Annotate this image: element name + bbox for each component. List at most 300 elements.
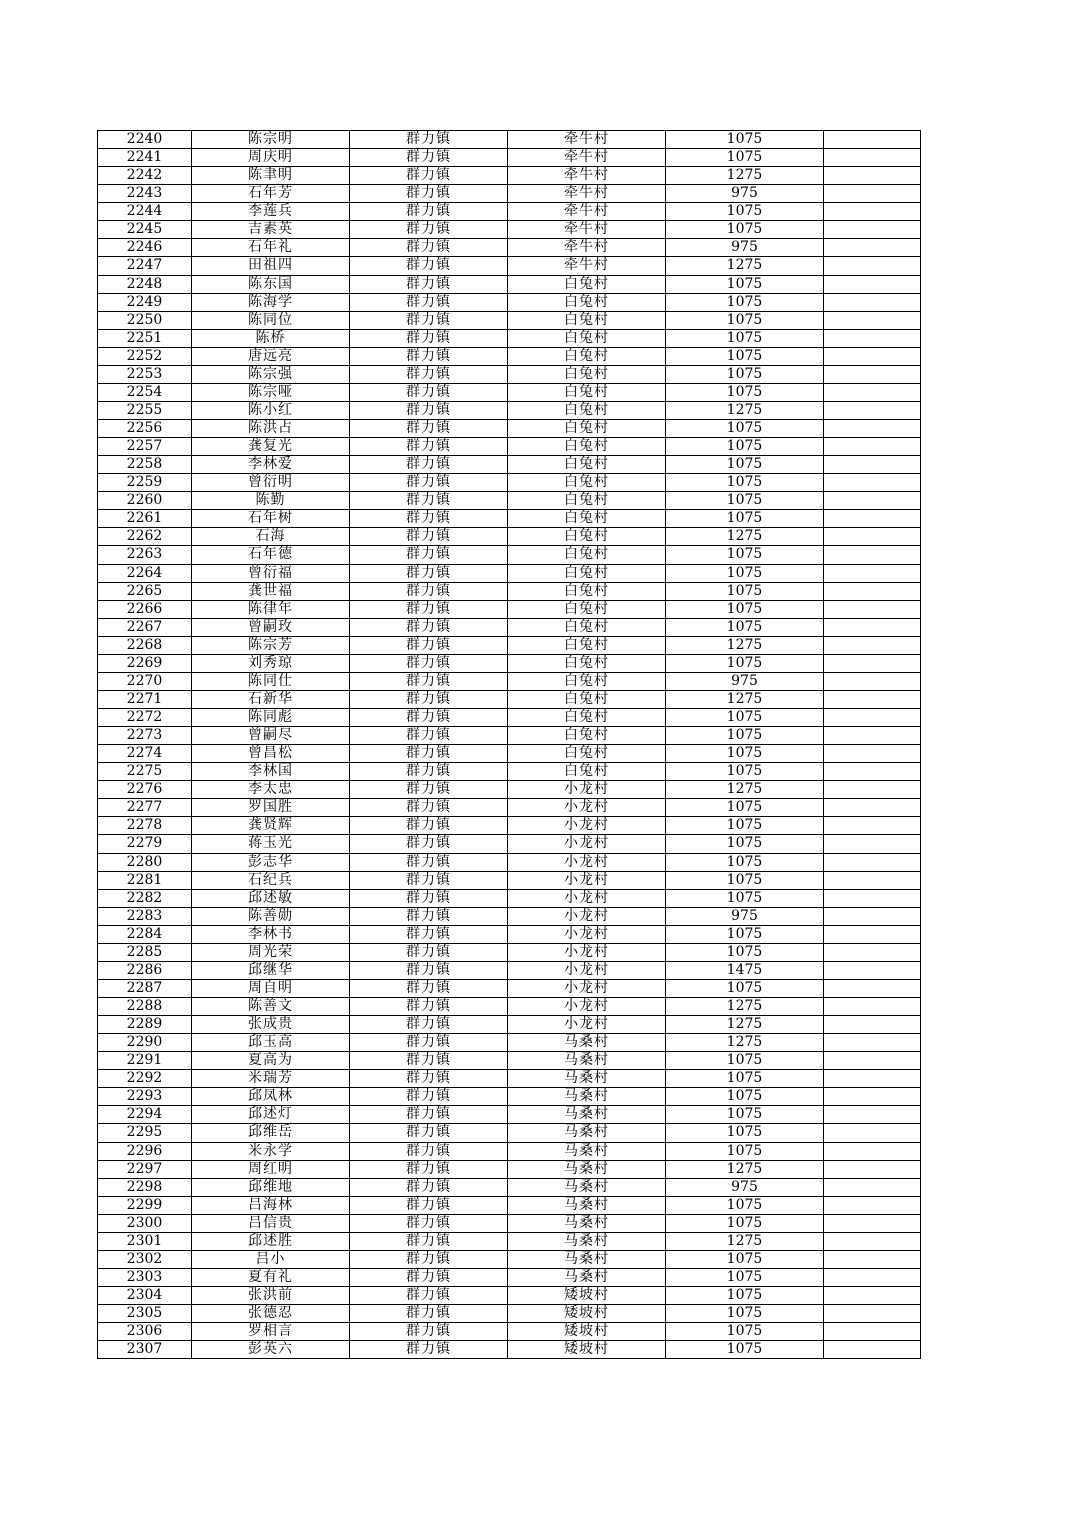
name-cell: 陈聿明 (192, 167, 350, 185)
town-cell: 群力镇 (350, 438, 508, 456)
row-number-cell: 2268 (98, 636, 192, 654)
village-cell: 白兔村 (508, 763, 666, 781)
name-cell: 陈宗芳 (192, 636, 350, 654)
row-number-cell: 2280 (98, 853, 192, 871)
note-cell (824, 871, 921, 889)
village-cell: 小龙村 (508, 889, 666, 907)
amount-cell: 1275 (666, 1034, 824, 1052)
table-row (98, 1070, 921, 1088)
name-cell: 李林国 (192, 763, 350, 781)
row-number-cell: 2243 (98, 185, 192, 203)
amount-cell: 975 (666, 185, 824, 203)
row-number-cell: 2282 (98, 889, 192, 907)
note-cell (824, 600, 921, 618)
village-cell: 矮坡村 (508, 1305, 666, 1323)
row-number-cell: 2245 (98, 221, 192, 239)
town-cell: 群力镇 (350, 474, 508, 492)
town-cell: 群力镇 (350, 817, 508, 835)
note-cell (824, 221, 921, 239)
note-cell (824, 365, 921, 383)
table-row (98, 365, 921, 383)
table-row (98, 564, 921, 582)
amount-cell: 1075 (666, 1088, 824, 1106)
table-row (98, 347, 921, 365)
town-cell: 群力镇 (350, 745, 508, 763)
table-row (98, 203, 921, 221)
note-cell (824, 943, 921, 961)
row-number-cell: 2251 (98, 329, 192, 347)
amount-cell: 1075 (666, 925, 824, 943)
amount-cell: 1075 (666, 221, 824, 239)
amount-cell: 975 (666, 672, 824, 690)
town-cell: 群力镇 (350, 600, 508, 618)
village-cell: 牵牛村 (508, 239, 666, 257)
name-cell: 李林书 (192, 925, 350, 943)
town-cell: 群力镇 (350, 654, 508, 672)
note-cell (824, 438, 921, 456)
note-cell (824, 907, 921, 925)
name-cell: 龚贤辉 (192, 817, 350, 835)
amount-cell: 1075 (666, 943, 824, 961)
table-row (98, 889, 921, 907)
village-cell: 白兔村 (508, 654, 666, 672)
table-row (98, 907, 921, 925)
note-cell (824, 1016, 921, 1034)
table-row (98, 456, 921, 474)
amount-cell: 1075 (666, 654, 824, 672)
village-cell: 白兔村 (508, 690, 666, 708)
village-cell: 白兔村 (508, 636, 666, 654)
village-cell: 白兔村 (508, 727, 666, 745)
row-number-cell: 2284 (98, 925, 192, 943)
village-cell: 小龙村 (508, 835, 666, 853)
name-cell: 吉素英 (192, 221, 350, 239)
village-cell: 小龙村 (508, 979, 666, 997)
name-cell: 周庆明 (192, 149, 350, 167)
table-row (98, 1088, 921, 1106)
name-cell: 吕信贵 (192, 1214, 350, 1232)
amount-cell: 1075 (666, 275, 824, 293)
name-cell: 龚世福 (192, 582, 350, 600)
note-cell (824, 149, 921, 167)
town-cell: 群力镇 (350, 1268, 508, 1286)
note-cell (824, 582, 921, 600)
row-number-cell: 2288 (98, 998, 192, 1016)
town-cell: 群力镇 (350, 672, 508, 690)
name-cell: 龚复光 (192, 438, 350, 456)
table-row (98, 311, 921, 329)
town-cell: 群力镇 (350, 925, 508, 943)
amount-cell: 1075 (666, 474, 824, 492)
town-cell: 群力镇 (350, 998, 508, 1016)
table-row (98, 835, 921, 853)
table-row (98, 745, 921, 763)
note-cell (824, 185, 921, 203)
town-cell: 群力镇 (350, 420, 508, 438)
name-cell: 罗相言 (192, 1323, 350, 1341)
name-cell: 陈桥 (192, 329, 350, 347)
town-cell: 群力镇 (350, 636, 508, 654)
amount-cell: 1075 (666, 203, 824, 221)
row-number-cell: 2300 (98, 1214, 192, 1232)
amount-cell: 1075 (666, 1070, 824, 1088)
name-cell: 彭志华 (192, 853, 350, 871)
table-row (98, 1287, 921, 1305)
row-number-cell: 2277 (98, 799, 192, 817)
town-cell: 群力镇 (350, 582, 508, 600)
village-cell: 小龙村 (508, 1016, 666, 1034)
village-cell: 矮坡村 (508, 1323, 666, 1341)
table-row (98, 1016, 921, 1034)
town-cell: 群力镇 (350, 185, 508, 203)
table-row (98, 727, 921, 745)
amount-cell: 1075 (666, 1250, 824, 1268)
town-cell: 群力镇 (350, 1214, 508, 1232)
note-cell (824, 239, 921, 257)
note-cell (824, 1196, 921, 1214)
name-cell: 陈东国 (192, 275, 350, 293)
table-row (98, 149, 921, 167)
row-number-cell: 2304 (98, 1287, 192, 1305)
name-cell: 石海 (192, 528, 350, 546)
name-cell: 米瑞芳 (192, 1070, 350, 1088)
table-row (98, 131, 921, 149)
table-row (98, 1106, 921, 1124)
village-cell: 白兔村 (508, 311, 666, 329)
amount-cell: 1075 (666, 853, 824, 871)
village-cell: 白兔村 (508, 618, 666, 636)
town-cell: 群力镇 (350, 329, 508, 347)
village-cell: 马桑村 (508, 1124, 666, 1142)
town-cell: 群力镇 (350, 347, 508, 365)
town-cell: 群力镇 (350, 1034, 508, 1052)
name-cell: 李莲兵 (192, 203, 350, 221)
amount-cell: 1075 (666, 871, 824, 889)
name-cell: 陈同仕 (192, 672, 350, 690)
note-cell (824, 1232, 921, 1250)
note-cell (824, 401, 921, 419)
note-cell (824, 781, 921, 799)
row-number-cell: 2305 (98, 1305, 192, 1323)
note-cell (824, 1250, 921, 1268)
town-cell: 群力镇 (350, 618, 508, 636)
amount-cell: 1275 (666, 690, 824, 708)
village-cell: 白兔村 (508, 582, 666, 600)
note-cell (824, 131, 921, 149)
village-cell: 白兔村 (508, 365, 666, 383)
village-cell: 小龙村 (508, 907, 666, 925)
row-number-cell: 2292 (98, 1070, 192, 1088)
village-cell: 牵牛村 (508, 185, 666, 203)
name-cell: 石年芳 (192, 185, 350, 203)
note-cell (824, 763, 921, 781)
name-cell: 陈小红 (192, 401, 350, 419)
row-number-cell: 2257 (98, 438, 192, 456)
table-row (98, 961, 921, 979)
row-number-cell: 2289 (98, 1016, 192, 1034)
table-row (98, 925, 921, 943)
village-cell: 矮坡村 (508, 1287, 666, 1305)
name-cell: 彭英六 (192, 1341, 350, 1359)
town-cell: 群力镇 (350, 727, 508, 745)
row-number-cell: 2264 (98, 564, 192, 582)
town-cell: 群力镇 (350, 943, 508, 961)
name-cell: 陈海学 (192, 293, 350, 311)
town-cell: 群力镇 (350, 781, 508, 799)
row-number-cell: 2285 (98, 943, 192, 961)
village-cell: 小龙村 (508, 925, 666, 943)
name-cell: 曾昌松 (192, 745, 350, 763)
table-row (98, 293, 921, 311)
row-number-cell: 2278 (98, 817, 192, 835)
village-cell: 小龙村 (508, 799, 666, 817)
town-cell: 群力镇 (350, 1287, 508, 1305)
town-cell: 群力镇 (350, 1052, 508, 1070)
row-number-cell: 2241 (98, 149, 192, 167)
amount-cell: 1075 (666, 420, 824, 438)
note-cell (824, 727, 921, 745)
table-row (98, 1052, 921, 1070)
town-cell: 群力镇 (350, 1160, 508, 1178)
note-cell (824, 257, 921, 275)
village-cell: 马桑村 (508, 1268, 666, 1286)
name-cell: 邱述胜 (192, 1232, 350, 1250)
row-number-cell: 2261 (98, 510, 192, 528)
table-row (98, 871, 921, 889)
table-row (98, 763, 921, 781)
village-cell: 马桑村 (508, 1088, 666, 1106)
row-number-cell: 2253 (98, 365, 192, 383)
amount-cell: 1075 (666, 1287, 824, 1305)
note-cell (824, 672, 921, 690)
name-cell: 夏高为 (192, 1052, 350, 1070)
table-row (98, 1323, 921, 1341)
name-cell: 李林爱 (192, 456, 350, 474)
town-cell: 群力镇 (350, 979, 508, 997)
name-cell: 石纪兵 (192, 871, 350, 889)
row-number-cell: 2287 (98, 979, 192, 997)
village-cell: 白兔村 (508, 383, 666, 401)
amount-cell: 1075 (666, 745, 824, 763)
note-cell (824, 853, 921, 871)
village-cell: 马桑村 (508, 1232, 666, 1250)
table-row (98, 781, 921, 799)
town-cell: 群力镇 (350, 401, 508, 419)
row-number-cell: 2291 (98, 1052, 192, 1070)
note-cell (824, 474, 921, 492)
table-row (98, 690, 921, 708)
table-row (98, 185, 921, 203)
note-cell (824, 998, 921, 1016)
table-row (98, 167, 921, 185)
note-cell (824, 979, 921, 997)
village-cell: 马桑村 (508, 1250, 666, 1268)
amount-cell: 1075 (666, 293, 824, 311)
row-number-cell: 2249 (98, 293, 192, 311)
town-cell: 群力镇 (350, 1142, 508, 1160)
village-cell: 白兔村 (508, 474, 666, 492)
note-cell (824, 311, 921, 329)
row-number-cell: 2295 (98, 1124, 192, 1142)
row-number-cell: 2258 (98, 456, 192, 474)
note-cell (824, 528, 921, 546)
row-number-cell: 2274 (98, 745, 192, 763)
note-cell (824, 1268, 921, 1286)
town-cell: 群力镇 (350, 1016, 508, 1034)
row-number-cell: 2306 (98, 1323, 192, 1341)
name-cell: 唐远亮 (192, 347, 350, 365)
note-cell (824, 1052, 921, 1070)
table-row (98, 672, 921, 690)
beneficiary-table (97, 130, 921, 1359)
village-cell: 白兔村 (508, 456, 666, 474)
village-cell: 牵牛村 (508, 257, 666, 275)
name-cell: 陈宗明 (192, 131, 350, 149)
amount-cell: 1075 (666, 889, 824, 907)
town-cell: 群力镇 (350, 853, 508, 871)
name-cell: 石新华 (192, 690, 350, 708)
name-cell: 陈勤 (192, 492, 350, 510)
amount-cell: 975 (666, 239, 824, 257)
amount-cell: 1075 (666, 618, 824, 636)
amount-cell: 1275 (666, 998, 824, 1016)
name-cell: 曾衍福 (192, 564, 350, 582)
note-cell (824, 1305, 921, 1323)
village-cell: 牵牛村 (508, 203, 666, 221)
village-cell: 牵牛村 (508, 131, 666, 149)
village-cell: 白兔村 (508, 438, 666, 456)
town-cell: 群力镇 (350, 1106, 508, 1124)
table-row (98, 528, 921, 546)
note-cell (824, 618, 921, 636)
town-cell: 群力镇 (350, 167, 508, 185)
table-row (98, 853, 921, 871)
village-cell: 白兔村 (508, 329, 666, 347)
town-cell: 群力镇 (350, 1088, 508, 1106)
amount-cell: 1275 (666, 636, 824, 654)
village-cell: 小龙村 (508, 853, 666, 871)
town-cell: 群力镇 (350, 709, 508, 727)
note-cell (824, 347, 921, 365)
note-cell (824, 1124, 921, 1142)
town-cell: 群力镇 (350, 1232, 508, 1250)
town-cell: 群力镇 (350, 1305, 508, 1323)
amount-cell: 1075 (666, 835, 824, 853)
table-row (98, 636, 921, 654)
town-cell: 群力镇 (350, 889, 508, 907)
note-cell (824, 1160, 921, 1178)
amount-cell: 975 (666, 907, 824, 925)
row-number-cell: 2244 (98, 203, 192, 221)
table-row (98, 1341, 921, 1359)
village-cell: 马桑村 (508, 1052, 666, 1070)
table-row (98, 799, 921, 817)
name-cell: 田祖四 (192, 257, 350, 275)
table-row (98, 1305, 921, 1323)
note-cell (824, 203, 921, 221)
town-cell: 群力镇 (350, 871, 508, 889)
name-cell: 曾嗣尽 (192, 727, 350, 745)
row-number-cell: 2294 (98, 1106, 192, 1124)
note-cell (824, 275, 921, 293)
table-row (98, 1124, 921, 1142)
amount-cell: 1275 (666, 401, 824, 419)
town-cell: 群力镇 (350, 546, 508, 564)
amount-cell: 1075 (666, 1052, 824, 1070)
amount-cell: 1075 (666, 546, 824, 564)
row-number-cell: 2302 (98, 1250, 192, 1268)
note-cell (824, 293, 921, 311)
name-cell: 陈善勋 (192, 907, 350, 925)
note-cell (824, 889, 921, 907)
note-cell (824, 1070, 921, 1088)
name-cell: 曾衍明 (192, 474, 350, 492)
village-cell: 马桑村 (508, 1178, 666, 1196)
village-cell: 马桑村 (508, 1034, 666, 1052)
table-row (98, 239, 921, 257)
village-cell: 白兔村 (508, 275, 666, 293)
amount-cell: 1075 (666, 1124, 824, 1142)
town-cell: 群力镇 (350, 835, 508, 853)
note-cell (824, 167, 921, 185)
row-number-cell: 2286 (98, 961, 192, 979)
name-cell: 邱凤林 (192, 1088, 350, 1106)
row-number-cell: 2271 (98, 690, 192, 708)
note-cell (824, 1341, 921, 1359)
town-cell: 群力镇 (350, 528, 508, 546)
row-number-cell: 2283 (98, 907, 192, 925)
row-number-cell: 2252 (98, 347, 192, 365)
note-cell (824, 835, 921, 853)
note-cell (824, 510, 921, 528)
row-number-cell: 2298 (98, 1178, 192, 1196)
name-cell: 曾嗣玫 (192, 618, 350, 636)
row-number-cell: 2269 (98, 654, 192, 672)
name-cell: 周光荣 (192, 943, 350, 961)
amount-cell: 975 (666, 1178, 824, 1196)
town-cell: 群力镇 (350, 1341, 508, 1359)
row-number-cell: 2250 (98, 311, 192, 329)
village-cell: 白兔村 (508, 600, 666, 618)
amount-cell: 1075 (666, 817, 824, 835)
amount-cell: 1075 (666, 1268, 824, 1286)
village-cell: 白兔村 (508, 564, 666, 582)
amount-cell: 1075 (666, 600, 824, 618)
table-row (98, 1160, 921, 1178)
note-cell (824, 799, 921, 817)
town-cell: 群力镇 (350, 1124, 508, 1142)
amount-cell: 1275 (666, 1016, 824, 1034)
row-number-cell: 2247 (98, 257, 192, 275)
table-row (98, 474, 921, 492)
note-cell (824, 961, 921, 979)
amount-cell: 1075 (666, 582, 824, 600)
table-row (98, 618, 921, 636)
table-row (98, 1034, 921, 1052)
table-row (98, 943, 921, 961)
village-cell: 牵牛村 (508, 149, 666, 167)
table-row (98, 546, 921, 564)
town-cell: 群力镇 (350, 275, 508, 293)
row-number-cell: 2272 (98, 709, 192, 727)
table-row (98, 1142, 921, 1160)
name-cell: 张洪前 (192, 1287, 350, 1305)
note-cell (824, 1142, 921, 1160)
table-row (98, 979, 921, 997)
note-cell (824, 1214, 921, 1232)
name-cell: 陈同彪 (192, 709, 350, 727)
name-cell: 吕海林 (192, 1196, 350, 1214)
